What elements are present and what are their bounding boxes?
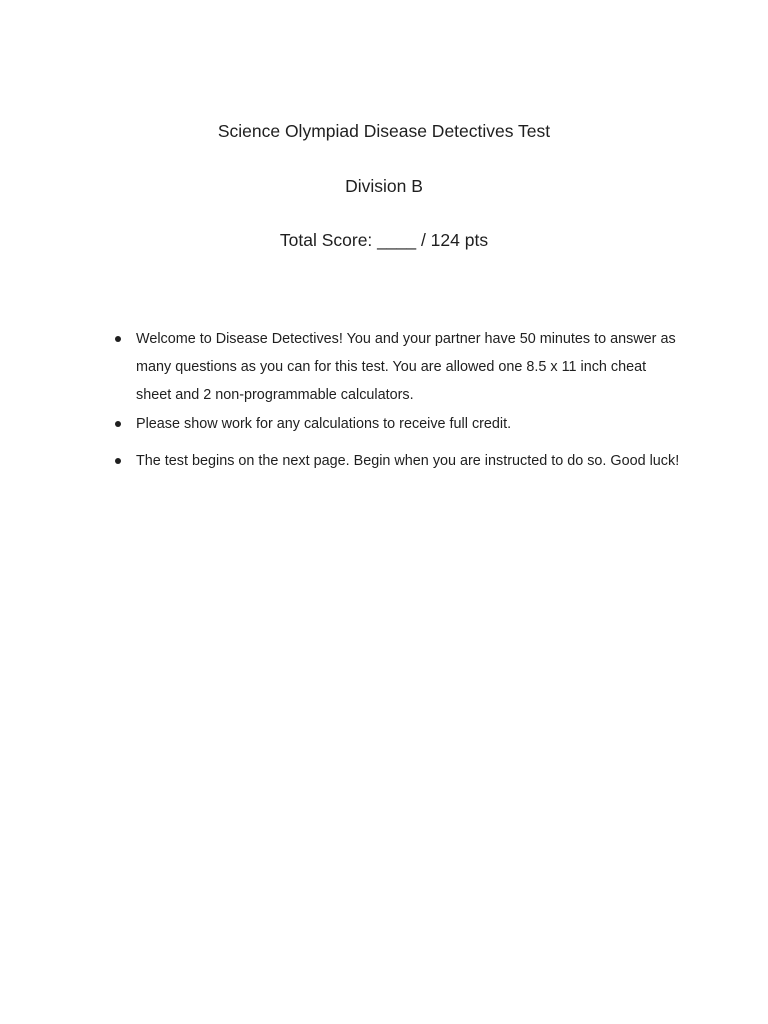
- instruction-text: Welcome to Disease Detectives! You and your partner have 50 minutes to answer as many questions as you can for this test. You are allowed one 8.5 x 11 inch cheat sheet and 2 non-programmable calculators.: [136, 331, 676, 403]
- bullet-icon: [115, 421, 121, 427]
- total-score-line: Total Score: ____ / 124 pts: [279, 230, 489, 250]
- division-label: Division B: [345, 176, 423, 196]
- instruction-text: The test begins on the next page. Begin when you are instructed to do so. Good luck!: [136, 453, 680, 469]
- instruction-item: [110, 447, 680, 475]
- instruction-item: [110, 410, 680, 438]
- instruction-text: Please show work for any calculations to receive full credit.: [136, 416, 512, 432]
- bullet-icon: [115, 458, 121, 464]
- page-title: Science Olympiad Disease Detectives Test: [217, 121, 551, 141]
- instructions-list: [110, 325, 680, 475]
- bullet-icon: [115, 336, 121, 342]
- instruction-item: [110, 325, 680, 409]
